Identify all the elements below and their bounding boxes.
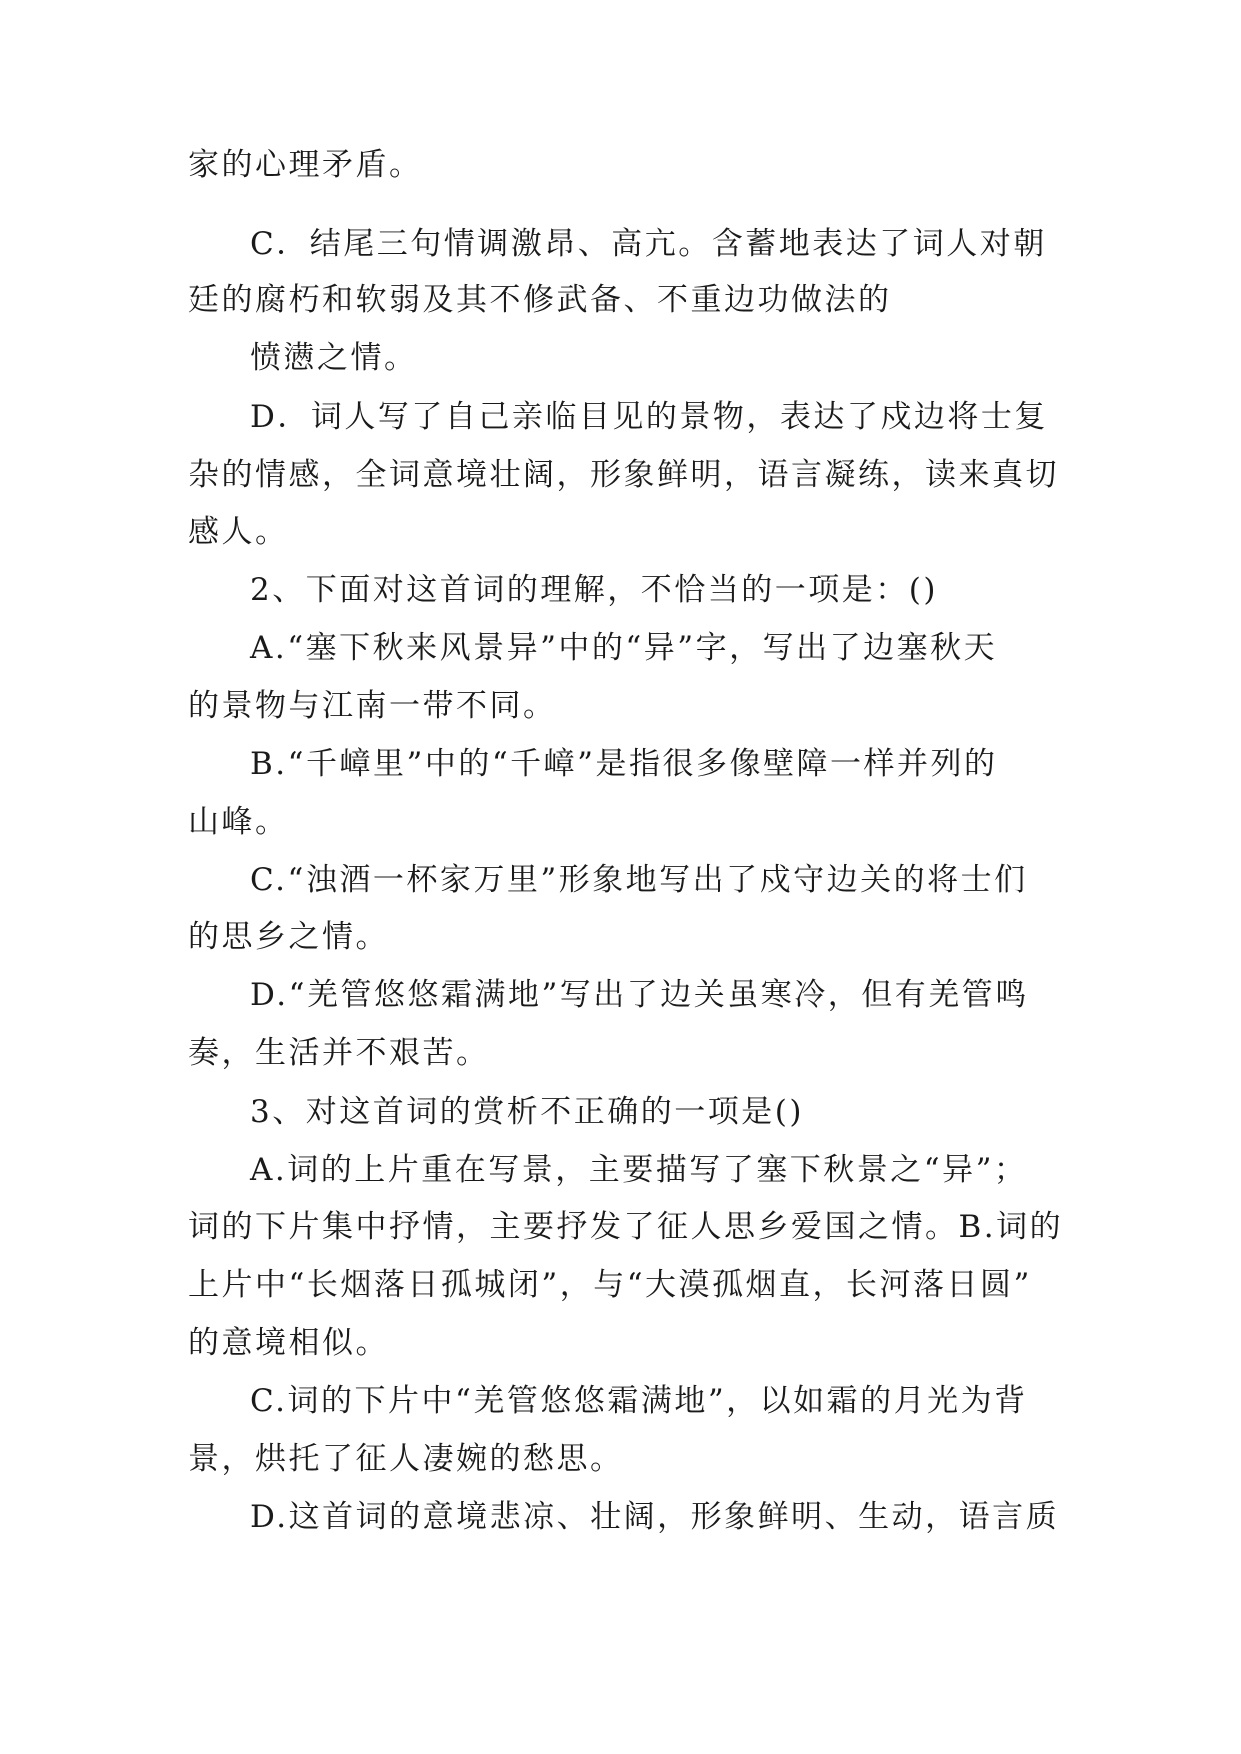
- text-line: 杂的情感，全词意境壮阔，形象鲜明，语言凝练，读来真切: [188, 457, 1059, 493]
- option-c-line: C.词的下片中“羌管悠悠霜满地”，以如霜的月光为背: [250, 1383, 1028, 1419]
- text-line: 感人。: [188, 514, 289, 550]
- question-2: 2、下面对这首词的理解，不恰当的一项是：(): [250, 572, 938, 608]
- text-line: 的意境相似。: [188, 1325, 389, 1361]
- option-d-line: D.“羌管悠悠霜满地”写出了边关虽寒冷，但有羌管鸣: [250, 977, 1029, 1013]
- option-c-line: C.“浊酒一杯家万里”形象地写出了戍守边关的将士们: [250, 862, 1028, 898]
- text-line: 奏，生活并不艰苦。: [188, 1035, 490, 1071]
- text-line: 家的心理矛盾。: [188, 147, 423, 183]
- text-line: 词的下片集中抒情，主要抒发了征人思乡爱国之情。B.词的: [188, 1209, 1064, 1245]
- question-3: 3、对这首词的赏析不正确的一项是(): [250, 1094, 804, 1130]
- text-line: 的思乡之情。: [188, 919, 389, 955]
- text-line: 的景物与江南一带不同。: [188, 688, 557, 724]
- option-d-line: D.这首词的意境悲凉、壮阔，形象鲜明、生动，语言质: [250, 1499, 1060, 1535]
- text-line: 山峰。: [188, 804, 289, 840]
- text-line: 廷的腐朽和软弱及其不修武备、不重边功做法的: [188, 282, 892, 318]
- option-b-line: B.“千嶂里”中的“千嶂”是指很多像壁障一样并列的: [250, 746, 998, 782]
- option-a-line: A.“塞下秋来风景异”中的“异”字，写出了边塞秋天: [250, 630, 998, 666]
- text-line: 景，烘托了征人凄婉的愁思。: [188, 1441, 624, 1477]
- option-c-line: C．结尾三句情调激昂、高亢。含蓄地表达了词人对朝: [250, 226, 1047, 262]
- text-line: 上片中“长烟落日孤城闭”，与“大漠孤烟直，长河落日圆”: [188, 1267, 1032, 1303]
- option-d-line: D．词人写了自己亲临目见的景物，表达了戍边将士复: [250, 399, 1048, 435]
- text-line: 愤懑之情。: [250, 340, 418, 376]
- option-a-line: A.词的上片重在写景，主要描写了塞下秋景之“异”；: [250, 1152, 1028, 1188]
